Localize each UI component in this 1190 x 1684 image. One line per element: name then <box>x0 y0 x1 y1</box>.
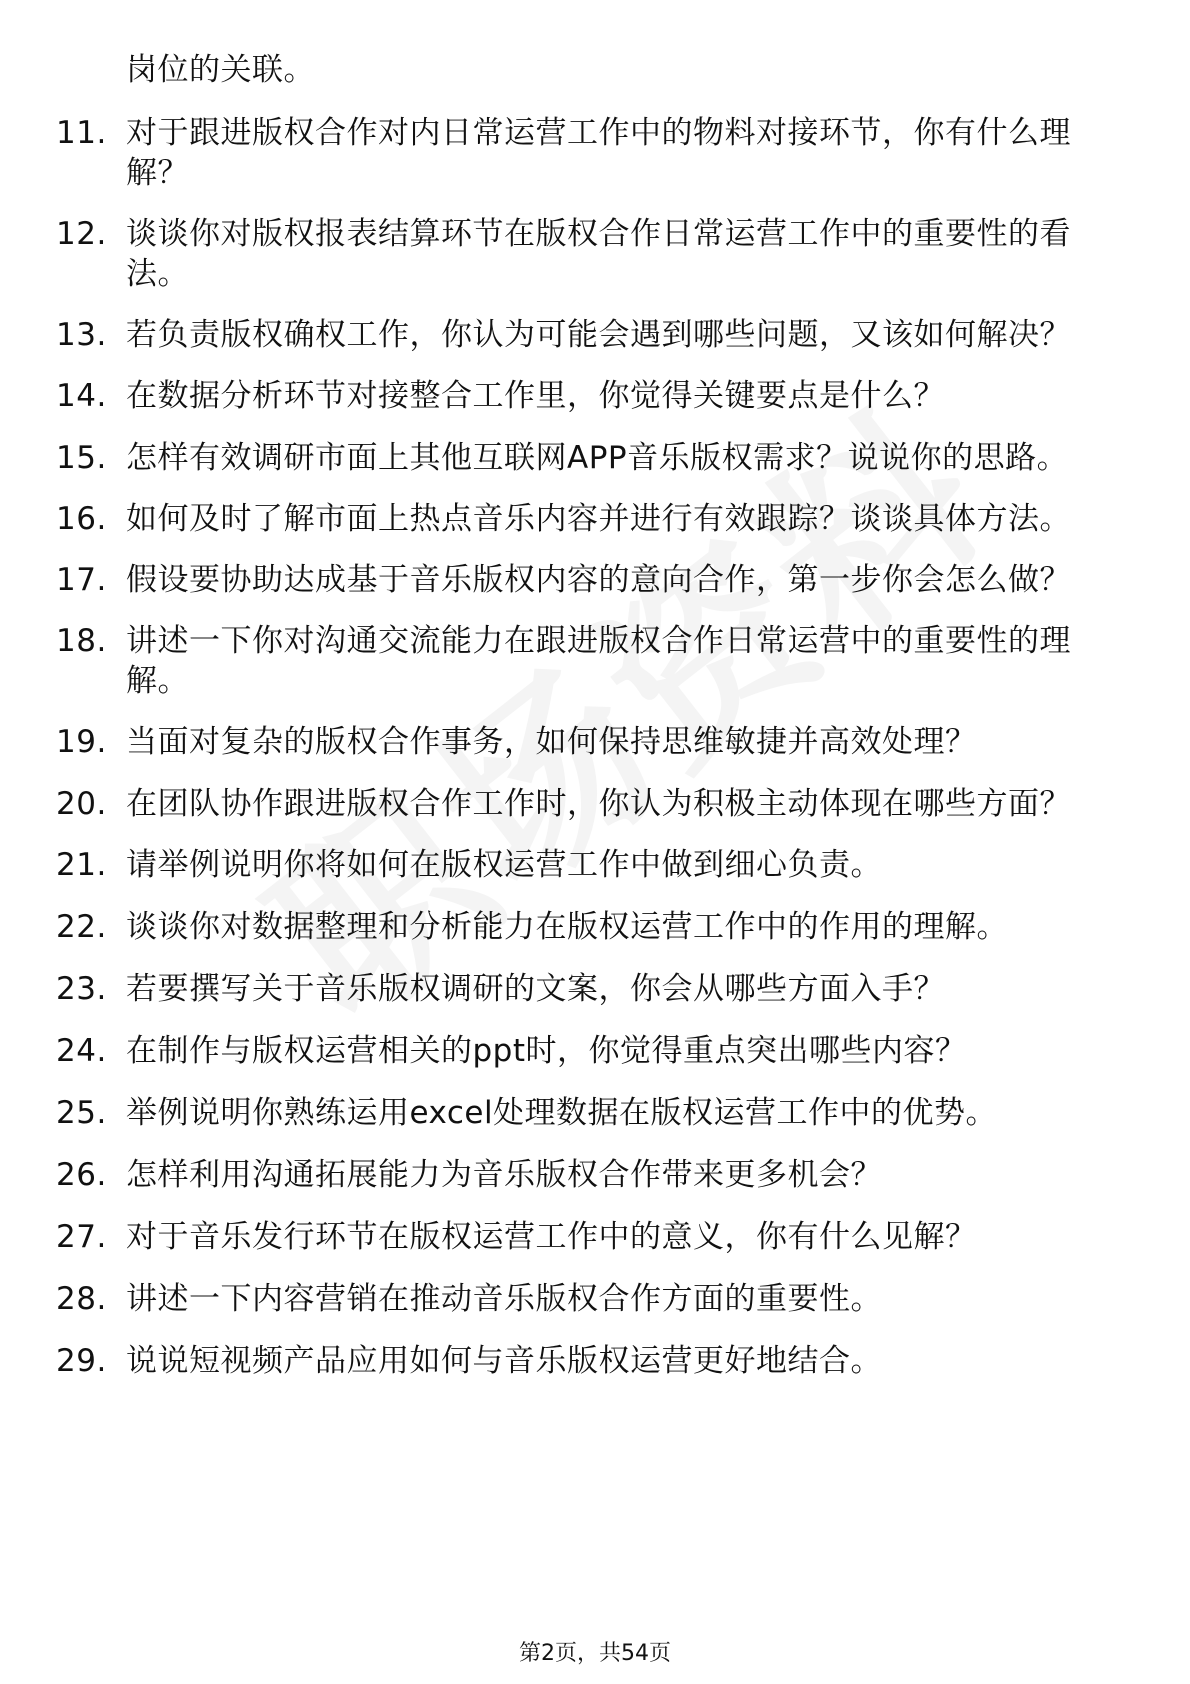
continuation-text: 岗位的关联。 <box>126 52 315 88</box>
item-text: 讲述一下内容营销在推动音乐版权合作方面的重要性。 <box>126 1281 882 1317</box>
item-number: 17. <box>56 562 107 598</box>
item-text: 若负责版权确权工作，你认为可能会遇到哪些问题，又该如何解决？ <box>126 317 1071 353</box>
item-text: 谈谈你对版权报表结算环节在版权合作日常运营工作中的重要性的看法。 <box>126 216 1071 292</box>
item-text: 在数据分析环节对接整合工作里，你觉得关键要点是什么？ <box>126 378 945 414</box>
list-item <box>0 499 1190 539</box>
list-item <box>0 214 1190 294</box>
item-number: 23. <box>56 971 107 1007</box>
item-number: 18. <box>56 623 107 659</box>
item-text: 假设要协助达成基于音乐版权内容的意向合作，第一步你会怎么做？ <box>126 562 1071 598</box>
item-number: 16. <box>56 501 107 537</box>
item-text: 怎样利用沟通拓展能力为音乐版权合作带来更多机会？ <box>126 1157 882 1193</box>
item-text: 对于音乐发行环节在版权运营工作中的意义，你有什么见解？ <box>126 1219 977 1255</box>
item-text: 请举例说明你将如何在版权运营工作中做到细心负责。 <box>126 847 882 883</box>
item-text: 在团队协作跟进版权合作工作时，你认为积极主动体现在哪些方面？ <box>126 786 1071 822</box>
list-item <box>0 1155 1190 1195</box>
item-number: 13. <box>56 317 107 353</box>
list-item <box>0 969 1190 1009</box>
list-item <box>0 1217 1190 1257</box>
item-number: 22. <box>56 909 107 945</box>
list-item <box>0 907 1190 947</box>
list-item <box>0 1341 1190 1381</box>
list-item <box>0 1279 1190 1319</box>
item-text: 怎样有效调研市面上其他互联网APP音乐版权需求？说说你的思路。 <box>126 440 1069 476</box>
item-text: 讲述一下你对沟通交流能力在跟进版权合作日常运营中的重要性的理解。 <box>126 623 1071 699</box>
item-number: 14. <box>56 378 107 414</box>
item-text: 说说短视频产品应用如何与音乐版权运营更好地结合。 <box>126 1343 882 1379</box>
list-item <box>0 315 1190 355</box>
item-text: 如何及时了解市面上热点音乐内容并进行有效跟踪？谈谈具体方法。 <box>126 501 1071 537</box>
list-item <box>0 438 1190 478</box>
question-list <box>0 113 1190 1403</box>
list-item <box>0 722 1190 762</box>
item-number: 27. <box>56 1219 107 1255</box>
item-text: 当面对复杂的版权合作事务，如何保持思维敏捷并高效处理？ <box>126 724 977 760</box>
list-item <box>0 560 1190 600</box>
item-number: 20. <box>56 786 107 822</box>
item-number: 25. <box>56 1095 107 1131</box>
item-number: 24. <box>56 1033 107 1069</box>
item-number: 15. <box>56 440 107 476</box>
item-number: 29. <box>56 1343 107 1379</box>
item-text: 举例说明你熟练运用excel处理数据在版权运营工作中的优势。 <box>126 1095 998 1131</box>
item-number: 12. <box>56 216 107 252</box>
list-item <box>0 621 1190 701</box>
list-item <box>0 845 1190 885</box>
item-text: 对于跟进版权合作对内日常运营工作中的物料对接环节，你有什么理解？ <box>126 115 1071 191</box>
item-text: 在制作与版权运营相关的ppt时，你觉得重点突出哪些内容？ <box>126 1033 967 1069</box>
item-number: 11. <box>56 115 107 151</box>
page-footer: 第2页，共54页 <box>519 1641 671 1666</box>
item-text: 若要撰写关于音乐版权调研的文案，你会从哪些方面入手？ <box>126 971 945 1007</box>
list-item <box>0 1031 1190 1071</box>
list-item <box>0 376 1190 416</box>
item-text: 谈谈你对数据整理和分析能力在版权运营工作中的作用的理解。 <box>126 909 1008 945</box>
list-item <box>0 113 1190 193</box>
list-item <box>0 784 1190 824</box>
item-number: 21. <box>56 847 107 883</box>
item-number: 28. <box>56 1281 107 1317</box>
item-number: 26. <box>56 1157 107 1193</box>
list-item <box>0 1093 1190 1133</box>
item-number: 19. <box>56 724 107 760</box>
